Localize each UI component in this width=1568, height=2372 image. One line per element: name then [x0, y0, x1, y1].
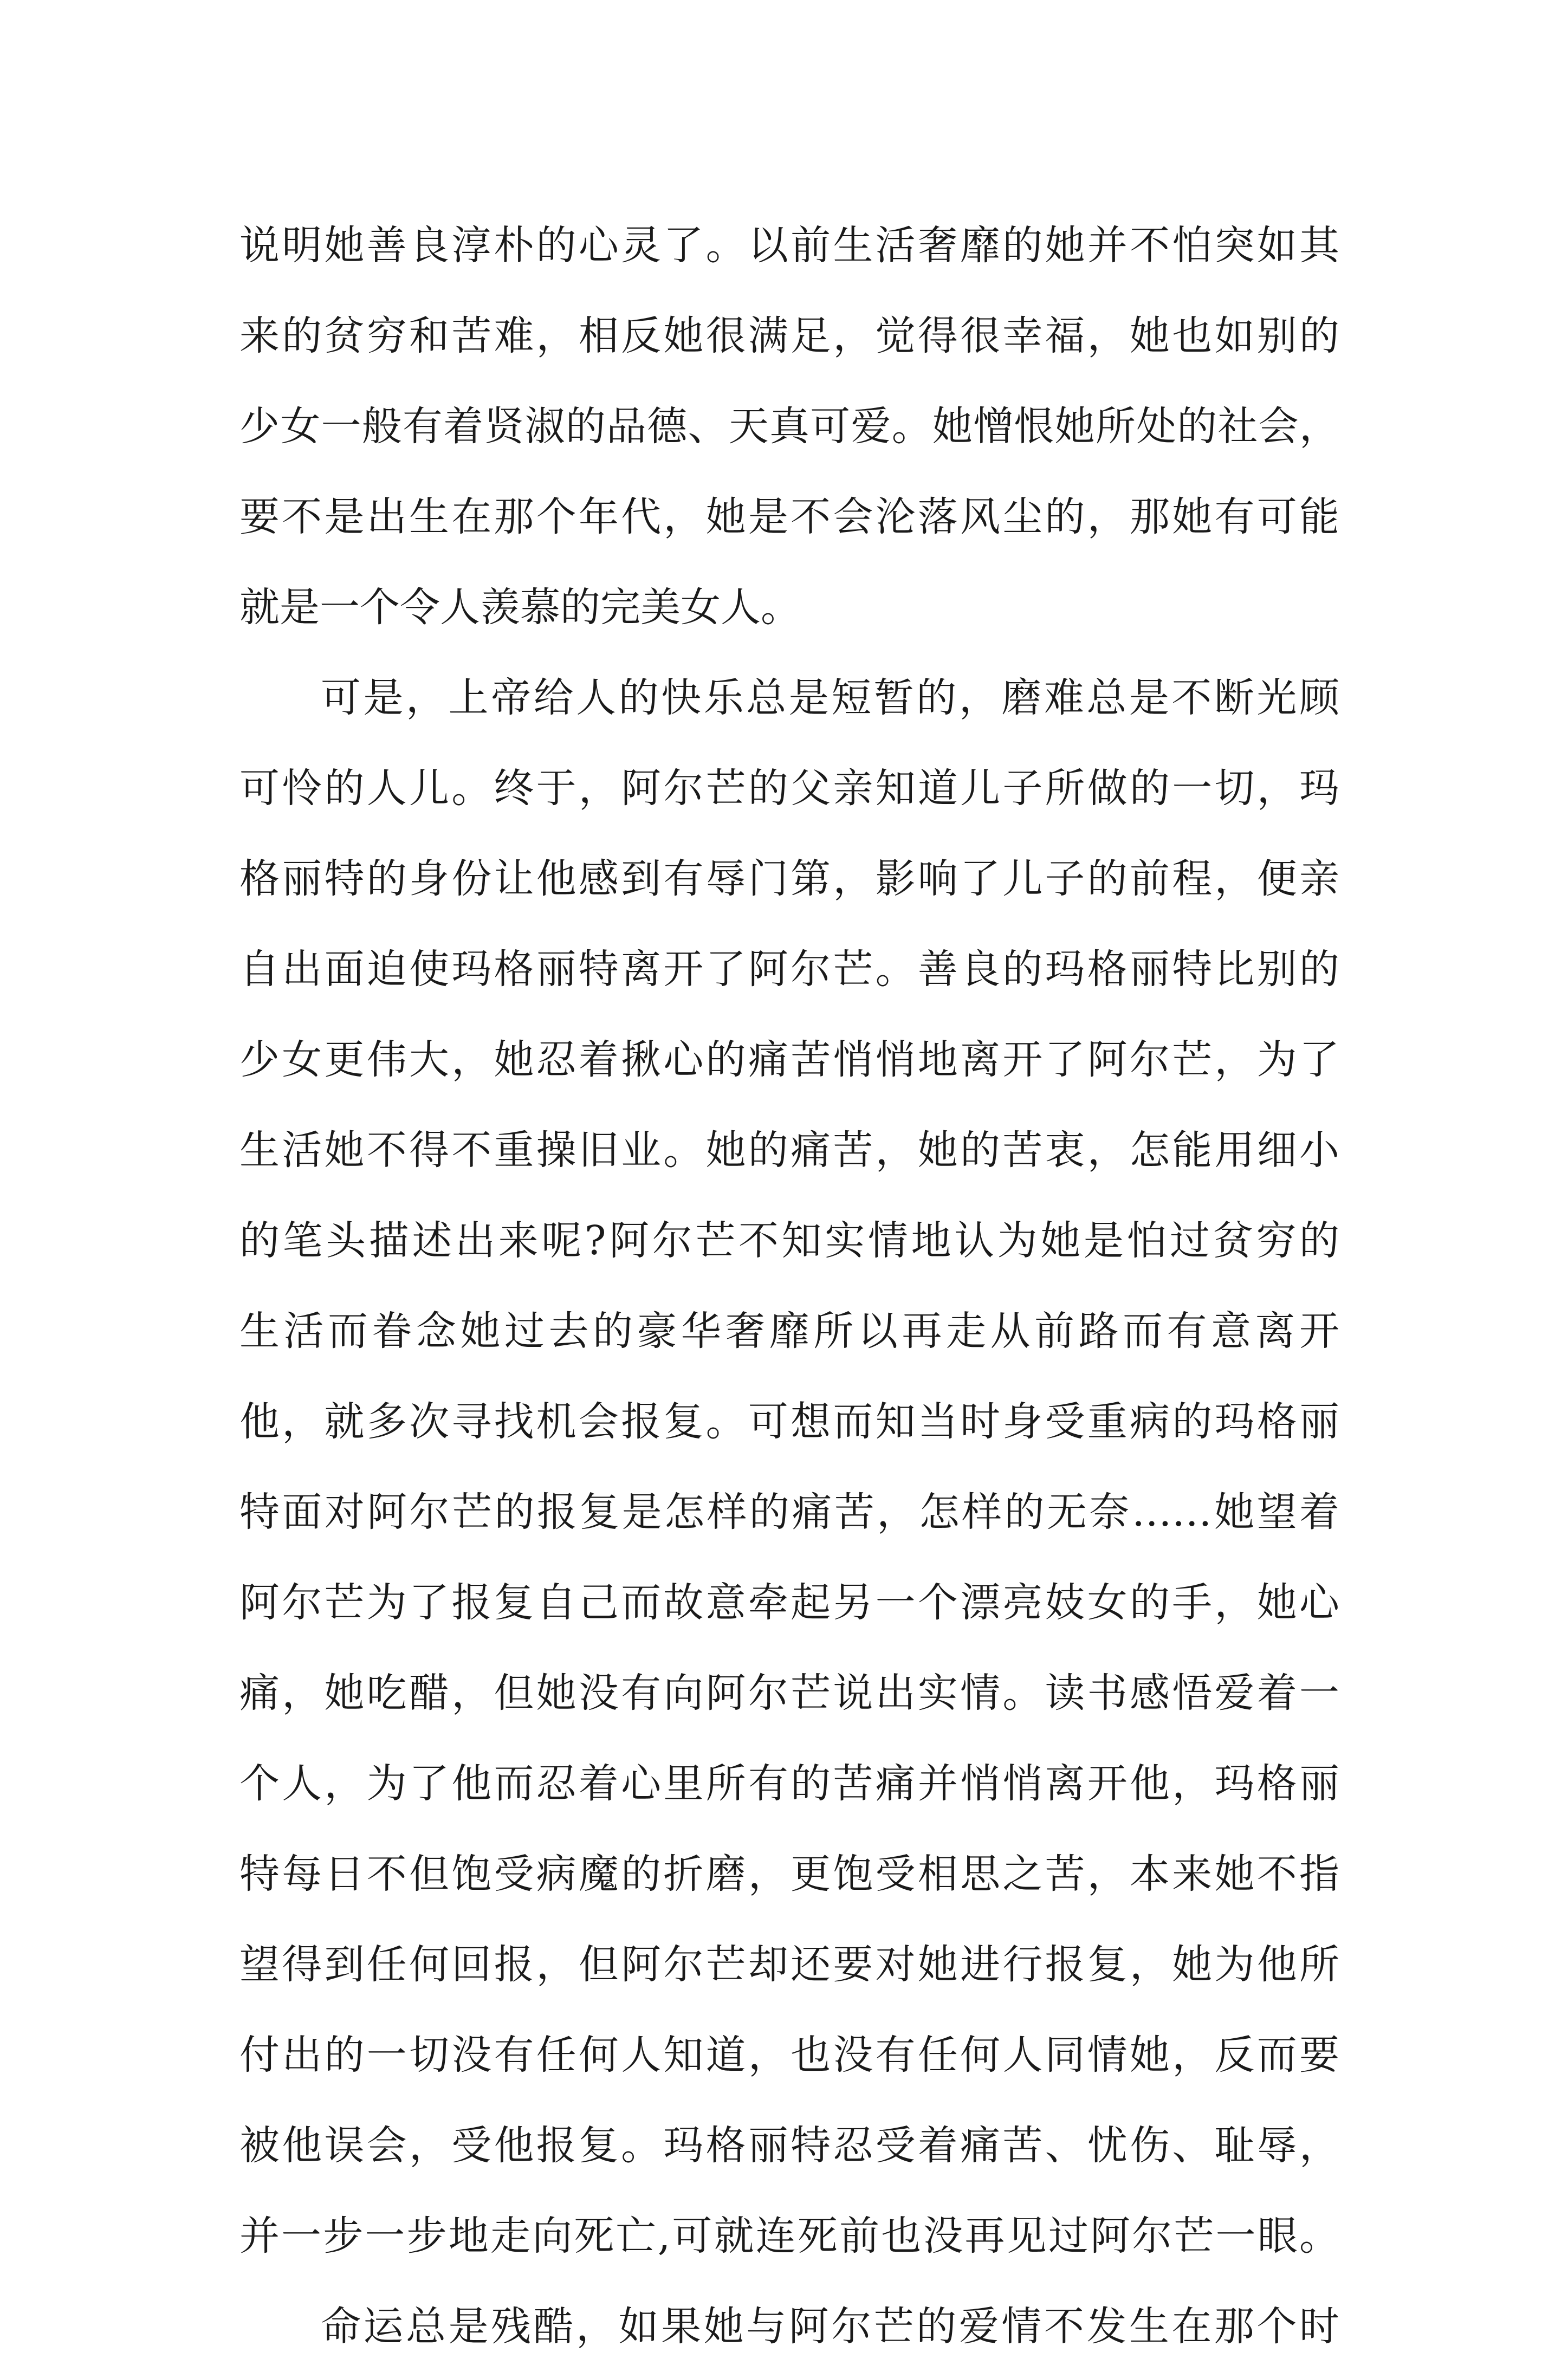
text-line: 自出面迫使玛格丽特离开了阿尔芒。善良的玛格丽特比别的 — [239, 946, 1339, 993]
text-line: 付出的一切没有任何人知道，也没有任何人同情她，反而要 — [239, 2032, 1339, 2078]
text-line: 特每日不但饱受病魔的折磨，更饱受相思之苦，本来她不指 — [239, 1851, 1339, 1897]
paragraph-first-line: 可是，上帝给人的快乐总是短暂的，磨难总是不断光顾 — [321, 675, 1339, 721]
text-line: 阿尔芒为了报复自己而故意牵起另一个漂亮妓女的手，她心 — [239, 1579, 1339, 1626]
text-line: 可怜的人儿。终于，阿尔芒的父亲知道儿子所做的一切，玛 — [239, 765, 1339, 812]
text-line: 格丽特的身份让他感到有辱门第，影响了儿子的前程，便亲 — [239, 856, 1339, 902]
text-line: 少女一般有着贤淑的品德、天真可爱。她憎恨她所处的社会， — [239, 403, 1339, 450]
body-text — [239, 200, 1339, 2372]
text-line: 说明她善良淳朴的心灵了。以前生活奢靡的她并不怕突如其 — [239, 222, 1339, 269]
text-line: 要不是出生在那个年代，她是不会沦落风尘的，那她有可能 — [239, 494, 1339, 540]
text-line: 并一步一步地走向死亡,可就连死前也没再见过阿尔芒一眼。 — [239, 2213, 1339, 2259]
text-line: 特面对阿尔芒的报复是怎样的痛苦，怎样的无奈……她望着 — [239, 1489, 1339, 1535]
text-line: 生活而眷念她过去的豪华奢靡所以再走从前路而有意离开 — [239, 1308, 1339, 1354]
text-line: 的笔头描述出来呢?阿尔芒不知实情地认为她是怕过贫穷的 — [239, 1217, 1339, 1264]
text-line: 他，就多次寻找机会报复。可想而知当时身受重病的玛格丽 — [239, 1398, 1339, 1445]
text-line: 就是一个令人羡慕的完美女人。 — [239, 584, 801, 631]
text-line: 个人，为了他而忍着心里所有的苦痛并悄悄离开他，玛格丽 — [239, 1760, 1339, 1807]
text-line: 被他误会，受他报复。玛格丽特忍受着痛苦、忧伤、耻辱， — [239, 2122, 1339, 2169]
text-line: 望得到任何回报，但阿尔芒却还要对她进行报复，她为他所 — [239, 1941, 1339, 1988]
text-line: 痛，她吃醋，但她没有向阿尔芒说出实情。读书感悟爱着一 — [239, 1670, 1339, 1716]
paragraph-first-line: 命运总是残酷，如果她与阿尔芒的爱情不发生在那个时 — [321, 2303, 1339, 2350]
text-line: 少女更伟大，她忍着揪心的痛苦悄悄地离开了阿尔芒，为了 — [239, 1036, 1339, 1083]
text-line: 生活她不得不重操旧业。她的痛苦，她的苦衷，怎能用细小 — [239, 1127, 1339, 1174]
text-line: 来的贫穷和苦难，相反她很满足，觉得很幸福，她也如别的 — [239, 313, 1339, 359]
